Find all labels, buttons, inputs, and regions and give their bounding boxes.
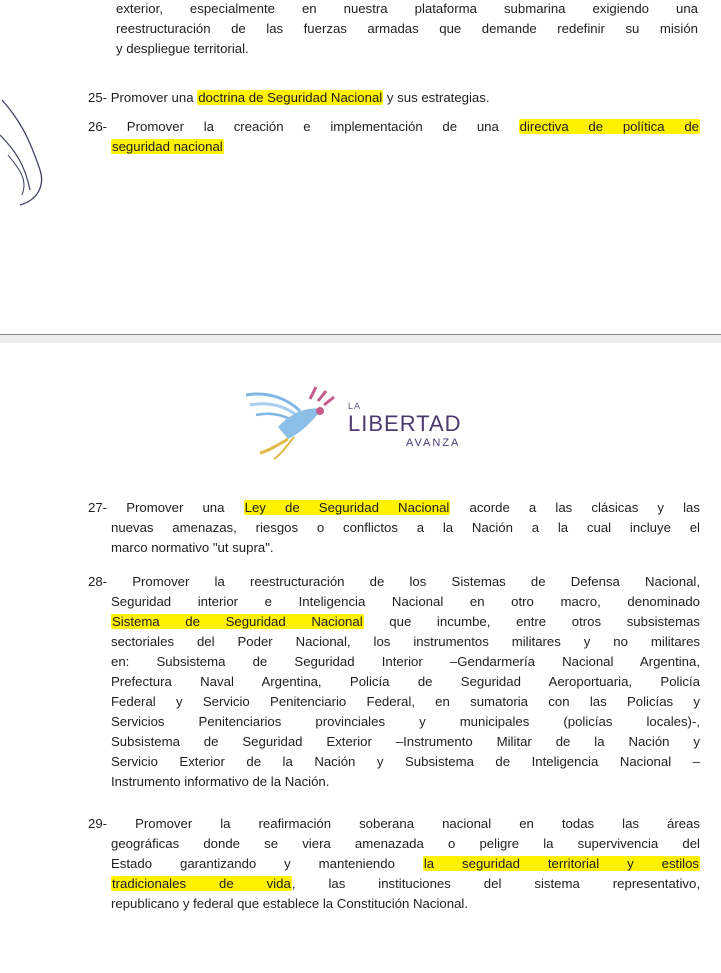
- item-text: Promover la reestructuración de los Sistemas de Defensa Nacional,: [107, 574, 700, 589]
- item-text: que incumbe, entre otros subsistemas: [363, 614, 700, 629]
- text-line: Prefectura Naval Argentina, Policía de Seguridad Aeroportuaria, Policía: [111, 674, 700, 689]
- text-line: Subsistema de Seguridad Exterior –Instrumento Militar de la Nación y: [111, 734, 700, 749]
- item-number: 26-: [88, 119, 108, 134]
- item-25: [88, 88, 700, 108]
- text-line: marco normativo "ut supra".: [111, 540, 274, 555]
- item-number: 29-: [88, 816, 108, 831]
- item-29: [88, 814, 700, 914]
- highlighted-text: directiva de política de: [519, 119, 700, 134]
- document-page-previous: [0, 0, 721, 334]
- text-line: Servicios Penitenciarios provinciales y municipales (policías locales)-,: [111, 714, 700, 729]
- logo-text-libertad: LIBERTAD: [348, 411, 462, 436]
- item-number: 27-: [88, 500, 108, 515]
- highlighted-text: tradicionales de vida: [112, 876, 291, 891]
- eagle-logo-icon: [238, 381, 358, 461]
- text-line: Federal y Servicio Penitenciario Federal, en sumatoria con las Policías y: [111, 694, 700, 709]
- text-line: sectoriales del Poder Nacional, los instrumentos militares y no militares: [111, 634, 700, 649]
- highlighted-text: doctrina de Seguridad Nacional: [198, 90, 383, 105]
- text-line: y despliegue territorial.: [116, 41, 249, 56]
- item-28: [88, 572, 700, 792]
- item-24-continuation: [116, 0, 698, 59]
- item-number: 28-: [88, 574, 108, 589]
- handwritten-signature: [0, 95, 60, 215]
- item-text: Estado garantizando y manteniendo: [111, 856, 423, 871]
- item-text: , las instituciones del sistema representativo,: [291, 876, 700, 891]
- logo-text-avanza: AVANZA: [406, 437, 461, 449]
- text-line: republicano y federal que establece la Constitución Nacional.: [111, 896, 469, 911]
- logo-text-la: LA: [348, 401, 362, 411]
- highlighted-text: Ley de Seguridad Nacional: [244, 500, 450, 515]
- text-line: reestructuración de las fuerzas armadas que demande redefinir su misión: [116, 21, 698, 36]
- item-27: [88, 498, 700, 558]
- item-number: 25-: [88, 90, 108, 105]
- text-line: nuevas amenazas, riesgos o conflictos a la Nación a la cual incluye el: [111, 520, 700, 535]
- item-text: acorde a las clásicas y las: [450, 500, 700, 515]
- text-line: Seguridad interior e Inteligencia Nacional en otro macro, denominado: [111, 594, 700, 609]
- highlighted-text: Sistema de Seguridad Nacional: [112, 614, 363, 629]
- item-text: y sus estrategias.: [383, 90, 490, 105]
- item-text: Promover una: [107, 90, 198, 105]
- text-line: Instrumento informativo de la Nación.: [111, 774, 330, 789]
- text-line: geográficas donde se viera amenazada o peligre la supervivencia del: [111, 836, 700, 851]
- highlighted-text: la seguridad territorial y estilos: [423, 856, 700, 871]
- text-line: en: Subsistema de Seguridad Interior –Gendarmería Nacional Argentina,: [111, 654, 700, 669]
- item-text: Promover una: [107, 500, 244, 515]
- item-26: [88, 117, 700, 157]
- highlighted-text: seguridad nacional: [112, 139, 223, 154]
- text-line: exterior, especialmente en nuestra plataforma submarina exigiendo una: [116, 1, 698, 16]
- text-line: Servicio Exterior de la Nación y Subsistema de Inteligencia Nacional –: [111, 754, 700, 769]
- la-libertad-avanza-logo: [238, 381, 488, 461]
- item-text: Promover la creación e implementación de una: [107, 119, 519, 134]
- document-page: [0, 343, 721, 973]
- item-text: Promover la reafirmación soberana nacional en todas las áreas: [107, 816, 700, 831]
